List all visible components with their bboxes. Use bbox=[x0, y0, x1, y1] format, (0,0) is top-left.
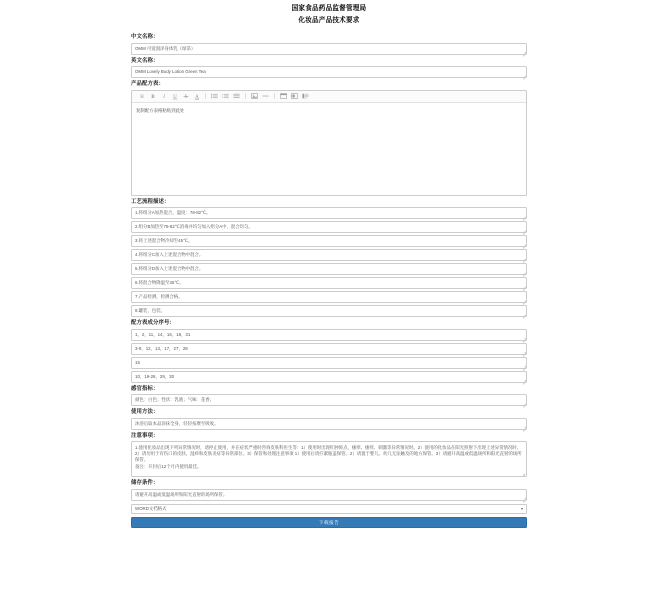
text-color-icon[interactable] bbox=[191, 91, 202, 101]
usage-input[interactable]: 沐浴后取本品涂抹全身，轻轻按摩至吸收。 bbox=[131, 418, 527, 430]
process-step-input[interactable]: 1.将组分A加热混合，温度：78-82℃。 bbox=[131, 207, 527, 219]
bold-icon[interactable] bbox=[147, 91, 158, 101]
formula-rich-text-editor bbox=[131, 90, 527, 196]
process-step-input[interactable]: 8.罐装，包装。 bbox=[131, 305, 527, 317]
align-icon[interactable] bbox=[231, 91, 242, 101]
svg-text:B: B bbox=[150, 94, 155, 99]
caution-line: 备注：开封后12个月内使用最佳。 bbox=[135, 463, 202, 469]
editor-toolbar bbox=[132, 91, 526, 103]
ingredient-numbers-input[interactable]: 1，2，11，14，16，18，31 bbox=[131, 329, 527, 341]
process-step-input[interactable]: 5.将组分D加入上述混合物中混合。 bbox=[131, 263, 527, 275]
process-description-label: 工艺流程描述： bbox=[131, 198, 170, 205]
process-step-input[interactable]: 3.将上述混合物冷却至45℃。 bbox=[131, 235, 527, 247]
english-name-input[interactable]: OMM Lovely Body Lotion Green Tea bbox=[131, 66, 527, 78]
english-name-label: 英文名称： bbox=[131, 57, 159, 64]
download-report-button[interactable]: 下载报告 bbox=[131, 517, 527, 528]
storage-input[interactable]: 请避开高温或低温场所和阳光直射的场所保管。 bbox=[131, 489, 527, 501]
export-format-select[interactable] bbox=[131, 504, 527, 514]
heading-icon[interactable] bbox=[136, 91, 147, 101]
chevron-down-icon bbox=[521, 508, 523, 510]
italic-icon[interactable] bbox=[158, 91, 169, 101]
ordered-list-icon[interactable] bbox=[220, 91, 231, 101]
ingredient-numbers-input[interactable]: 3-9，12，13，17，27，28 bbox=[131, 343, 527, 355]
ingredient-numbers-input[interactable]: 10，19-26，29，30 bbox=[131, 371, 527, 383]
process-step-input[interactable]: 4.将组分C加入上述混合物中混合。 bbox=[131, 249, 527, 261]
usage-label: 使用方法： bbox=[131, 409, 159, 415]
chinese-name-input[interactable]: OMM 可爱润泽身体乳（绿茶） bbox=[131, 43, 527, 55]
chinese-name-label: 中文名称： bbox=[131, 34, 159, 40]
formula-editor-content[interactable]: 复制配方表格粘贴到此处 bbox=[136, 107, 185, 113]
underline-icon[interactable] bbox=[169, 91, 180, 101]
unordered-list-icon[interactable] bbox=[209, 91, 220, 101]
svg-text:S: S bbox=[184, 94, 187, 99]
strikethrough-icon[interactable] bbox=[180, 91, 191, 101]
horizontal-rule-icon[interactable] bbox=[260, 91, 271, 101]
sensory-index-input[interactable]: 颜色：白色；性状：乳液；气味：花香； bbox=[131, 394, 527, 406]
form-container bbox=[131, 27, 527, 528]
cautions-label: 注意事项： bbox=[131, 432, 159, 439]
svg-text:I: I bbox=[162, 94, 165, 99]
svg-text:U: U bbox=[172, 94, 177, 100]
process-step-input[interactable]: 7.产品检测，检测合格。 bbox=[131, 291, 527, 303]
resize-grip-icon bbox=[521, 471, 525, 475]
document-header bbox=[0, 0, 658, 27]
toolbar-separator bbox=[205, 93, 206, 99]
agency-title: 国家食品药品监督管理局 bbox=[291, 5, 367, 12]
sensory-index-label: 感官指标： bbox=[131, 385, 159, 392]
process-step-input[interactable]: 6.将混合物降温至35℃。 bbox=[131, 277, 527, 289]
page-title: 化妆品产品技术要求 bbox=[298, 17, 360, 24]
formula-table-label: 产品配方表： bbox=[131, 81, 164, 87]
cautions-input[interactable] bbox=[131, 441, 527, 477]
ingredient-numbers-label: 配方表成分序号： bbox=[131, 320, 175, 326]
image-icon[interactable] bbox=[249, 91, 260, 101]
source-code-icon[interactable] bbox=[300, 91, 311, 101]
export-format-value: WORD文档格式 bbox=[135, 505, 167, 511]
toolbar-separator bbox=[274, 93, 275, 99]
storage-label: 储存条件： bbox=[131, 480, 159, 486]
svg-text:A: A bbox=[194, 94, 199, 100]
insert-object-icon[interactable] bbox=[289, 91, 300, 101]
process-step-input[interactable]: 2.组分B加热至78-82℃消毒并均匀加入组分A中，混合均匀。 bbox=[131, 221, 527, 233]
ingredient-numbers-input[interactable]: 15 bbox=[131, 357, 527, 369]
svg-text:H: H bbox=[139, 94, 144, 99]
caution-line: 1.使用化妆品出现下列异常情况时，请停止使用，并在症状严重时咨询皮肤科医生等：1）使用时出现红肿斑点、瘙痒、瘙痒、刺激等异常情况时。2）使用的化妆品在阳光照射下出现上述异常情况时。2）请勿用于有伤口的皮肤、湿疹和皮肤炎症等异常部位。3）保管和处理注意事项 1）使用后请拧紧瓶盖保管。2）请置于婴儿、幼儿无法触及的地方保管。3）请避开高温或低温场所和阳光直射的场所保管。 bbox=[135, 444, 522, 463]
toolbar-separator bbox=[245, 93, 246, 99]
table-icon[interactable] bbox=[278, 91, 289, 101]
